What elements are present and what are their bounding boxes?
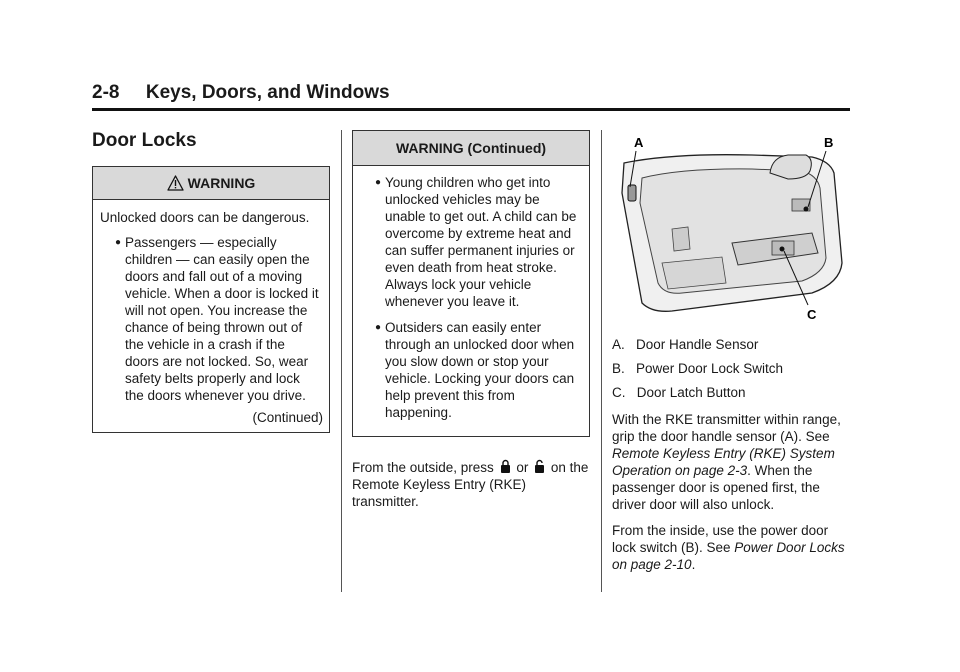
figure-label-b: B (824, 135, 834, 150)
outside-paragraph (352, 459, 590, 510)
inside-paragraph (612, 522, 852, 573)
bullet-icon: ● (115, 237, 122, 248)
paragraph-text: With the RKE transmitter within range, grip the door handle sensor (A). See (612, 412, 841, 444)
page-header (92, 82, 850, 111)
paragraph-text: From the inside, use the power door lock switch (B). See (612, 523, 829, 555)
column-3 (612, 125, 852, 582)
list-item: B. Power Door Lock Switch (612, 361, 784, 376)
lock-icon (500, 459, 511, 474)
rke-paragraph (612, 411, 852, 513)
warning-box-continued (352, 130, 590, 437)
warning-intro: Unlocked doors can be dangerous. (100, 210, 310, 225)
warning-box (92, 166, 330, 433)
bullet-icon: ● (375, 177, 382, 188)
bullet-text: Passengers — especially children — can easily open the doors and fall out of a moving vehicle. When a door is locked it will not open. You increase the chance of being thrown out of the vehicle in a crash if the doors are not locked. So, wear safety belts properly and lock the doors whenever you drive. (125, 235, 319, 403)
warning-body (93, 200, 329, 432)
list-item: A. Door Handle Sensor (612, 337, 759, 352)
cross-reference-link[interactable]: Remote Keyless Entry (RKE) System Operation on page 2-3 (612, 446, 835, 478)
header-rule (92, 108, 850, 111)
list-item (100, 234, 321, 404)
door-illustration (612, 133, 852, 323)
warning-heading-text: WARNING (187, 174, 256, 191)
paragraph-text: or (512, 460, 533, 475)
warning-body (353, 166, 589, 436)
column-1 (92, 120, 330, 433)
paragraph-text: on the Remote Keyless Entry (RKE) transmitter. (352, 460, 589, 509)
warning-bullets (100, 234, 321, 404)
figure-label-c: C (807, 307, 817, 322)
bullet-text: Young children who get into unlocked vehicles may be unable to get out. A child can be overcome by extreme heat and can suffer permanent injuries or even death from heat stroke. Always lock your vehicle whenever you leave it. (385, 175, 577, 309)
warning-heading: WARNING (Continued) (353, 131, 589, 166)
section-title: Door Locks (92, 130, 197, 151)
unlock-icon (534, 459, 545, 474)
figure-label-a: A (634, 135, 644, 150)
list-item: C. Door Latch Button (612, 385, 746, 400)
column-2 (352, 130, 590, 519)
column-divider (601, 130, 602, 592)
paragraph-text: . When the passenger door is opened first, the driver door will also unlock. (612, 463, 820, 512)
figure-captions (612, 336, 852, 401)
cross-reference-link[interactable]: Power Door Locks on page 2-10 (612, 540, 845, 572)
bullet-text: Outsiders can easily enter through an unlocked door when you slow down or stop your vehicle. Locking your doors can help prevent this from happening. (385, 320, 575, 420)
list-item (360, 319, 581, 421)
continued-label: (Continued) (252, 410, 323, 425)
column-divider (341, 130, 342, 592)
list-item (360, 174, 581, 310)
bullet-icon: ● (375, 322, 382, 333)
paragraph-text: . (691, 557, 696, 572)
warning-icon (167, 175, 184, 191)
warning-heading (93, 167, 329, 200)
warning-bullets (360, 174, 581, 421)
page-title: 2-8 Keys, Doors, and Windows (92, 82, 390, 103)
paragraph-text: From the outside, press (352, 460, 498, 475)
